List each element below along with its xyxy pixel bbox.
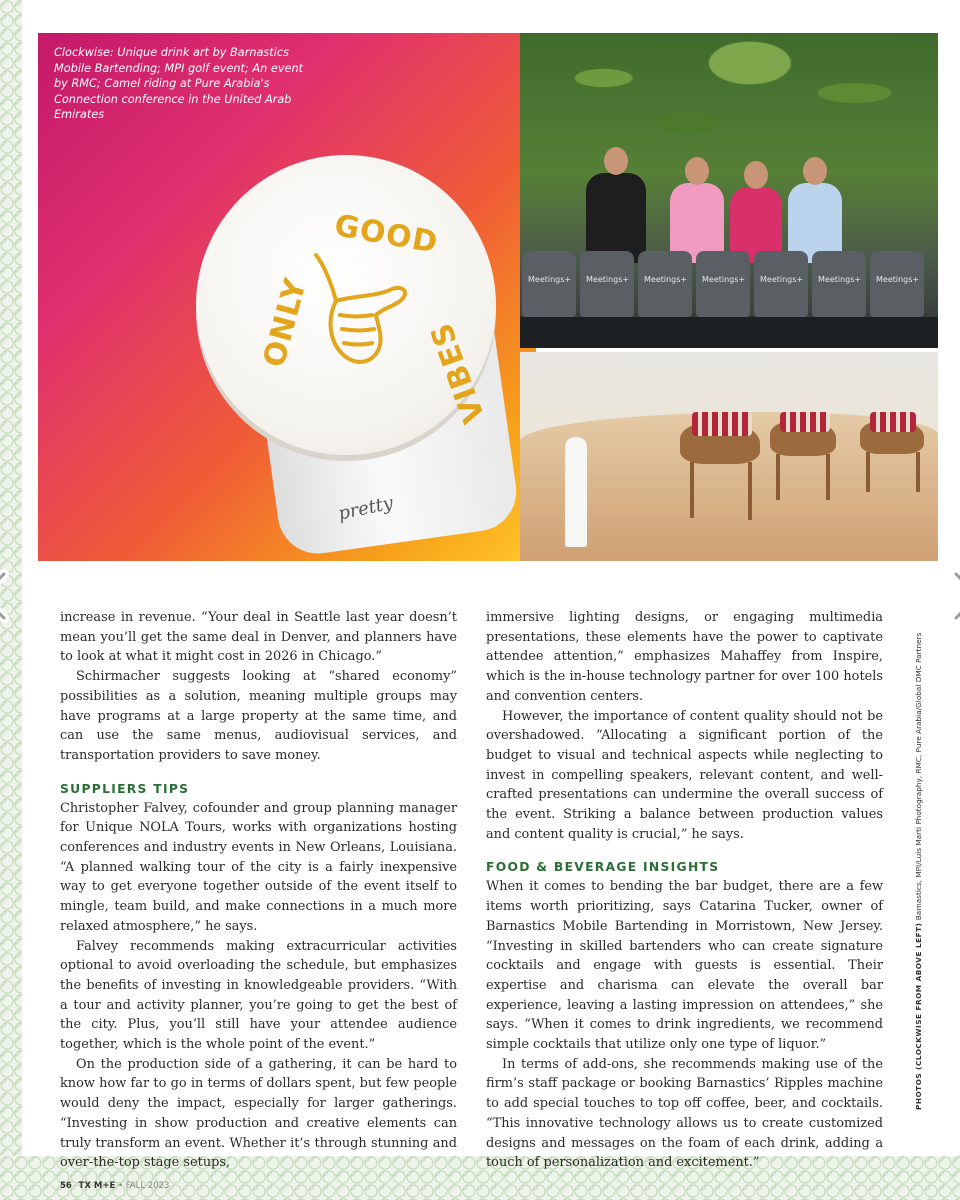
gift-bag: Meetings+ bbox=[580, 251, 634, 317]
next-page-button[interactable] bbox=[938, 568, 960, 624]
gift-bag: Meetings+ bbox=[696, 251, 750, 317]
foam-text-good: GOOD bbox=[331, 208, 441, 261]
table bbox=[520, 317, 938, 348]
camel-saddle bbox=[692, 412, 752, 436]
article-paragraph: increase in revenue. “Your deal in Seattle last year doesn’t mean you’ll get the same deal in Denver, and planners have to look at what it might cost in 2026 in Chicago.” bbox=[60, 610, 457, 665]
article-paragraph: When it comes to bending the bar budget, there are a few items worth prioritizing, says Catarina Tucker, owner of Barnastics Mobile Bartending in Morristown, New Jersey. “Investing in skilled bartenders who can create signature cocktails and engage with guests is essential. Their expertise and charisma can elevate the overall bar experience, leaving a lasting impression on attendees,” she says. “When it comes to drink ingredients, we recommend simple cocktails that utilize only one type of liquor.” bbox=[486, 879, 883, 1053]
shaka-hand-icon bbox=[296, 245, 416, 375]
chevron-right-icon bbox=[938, 568, 960, 624]
article-paragraph: immersive lighting designs, or engaging multimedia presentations, these elements have the power to captivate attendee attention,” emphasizes Mahaffey from Inspire, which is the in-house technology partner for over 100 hotels and convention centers. bbox=[486, 610, 883, 704]
photo-credit-label: PHOTOS (CLOCKWISE FROM ABOVE LEFT) bbox=[914, 922, 923, 1110]
camel-guide bbox=[565, 437, 587, 547]
article-paragraph: On the production side of a gathering, it can be hard to know how far to go in terms of dollars spent, but few people would deny the impact, especially for larger gatherings. “Investing in show production and creative elements can truly transform an event. Whether it’s through stunning and over-the-top stage setups, bbox=[60, 1056, 457, 1171]
camel-saddle bbox=[870, 412, 916, 432]
gift-bag: Meetings+ bbox=[870, 251, 924, 317]
person bbox=[586, 173, 646, 263]
article-column-right bbox=[486, 608, 883, 1173]
article-paragraph: Schirmacher suggests looking at “shared economy” possibilities as a solution, meaning multiple groups may have programs at a large property at the same time, and can use the same menus, audiovisual services, and transportation providers to save money. bbox=[60, 669, 457, 763]
cup-foam-top bbox=[196, 155, 496, 455]
gift-bag: Meetings+ bbox=[522, 251, 576, 317]
gift-bag: Meetings+ bbox=[812, 251, 866, 317]
camel-saddle bbox=[780, 412, 830, 432]
article-column-left bbox=[60, 608, 457, 1173]
drink-art-photo bbox=[38, 33, 536, 561]
previous-page-button[interactable] bbox=[0, 568, 22, 624]
article-paragraph: However, the importance of content quality should not be overshadowed. “Allocating a significant portion of the budget to visual and technical aspects while neglecting to invest in compelling speakers, relevant content, and well-crafted presentations can undermine the overall success of the event. Striking a balance between production values and content quality is crucial,” he says. bbox=[486, 708, 883, 842]
gift-bags bbox=[520, 251, 938, 321]
camel-riding-photo bbox=[520, 352, 938, 561]
photo-credit-text: Barnastics, MPI/Luis Marti Photography, RMC, Pure Arabia/Global DMC Partners bbox=[914, 632, 923, 921]
foam-art bbox=[226, 185, 493, 428]
foam-text-only: ONLY bbox=[256, 274, 315, 371]
foam-text-vibes: VIBES bbox=[423, 317, 493, 428]
article-paragraph: Christopher Falvey, cofounder and group planning manager for Unique NOLA Tours, works with organizations hosting conferences and industry events in New Orleans, Louisiana. “A planned walking tour of the city is a fairly inexpensive way to get everyone together outside of the event itself to mingle, team build, and make connections in a much more relaxed atmosphere,” he says. bbox=[60, 800, 457, 934]
page-footer bbox=[60, 1181, 169, 1191]
gift-bag: Meetings+ bbox=[638, 251, 692, 317]
section-heading-food-beverage: FOOD & BEVERAGE INSIGHTS bbox=[486, 860, 720, 875]
magazine-name: TX M+E bbox=[78, 1181, 116, 1191]
photo-credit bbox=[914, 632, 923, 1110]
article-paragraph: Falvey recommends making extracurricular activities optional to avoid overloading the schedule, but emphasizes the benefits of investing in knowledgeable providers. “With a tour and activity planner, you’re going to get the best of the city. Plus, you’ll still have your attendee audience together, which is the whole point of the event.” bbox=[60, 938, 457, 1053]
cup-script-text: pretty bbox=[336, 492, 395, 525]
article-paragraph: In terms of add-ons, she recommends making use of the firm’s staff package or booking Barnastics’ Ripples machine to add special touches to top off coffee, beer, and cocktails. “This innovative technology allows us to create customized designs and messages on the foam of each drink, adding a touch of personalization and excitement.” bbox=[486, 1056, 883, 1171]
footer-separator: • bbox=[117, 1181, 123, 1191]
golf-event-photo bbox=[520, 33, 938, 348]
foliage bbox=[520, 33, 938, 183]
page-number: 56 bbox=[60, 1181, 72, 1191]
section-heading-suppliers: SUPPLIERS TIPS bbox=[60, 781, 190, 796]
gift-bag: Meetings+ bbox=[754, 251, 808, 317]
chevron-left-icon bbox=[0, 568, 22, 624]
photo-caption: Clockwise: Unique drink art by Barnastics Mobile Bartending; MPI golf event; An event by RMC; Camel riding at Pure Arabia's Connection conference in the United Arab Emirates bbox=[54, 46, 304, 121]
issue-date: FALL 2023 bbox=[125, 1181, 170, 1191]
